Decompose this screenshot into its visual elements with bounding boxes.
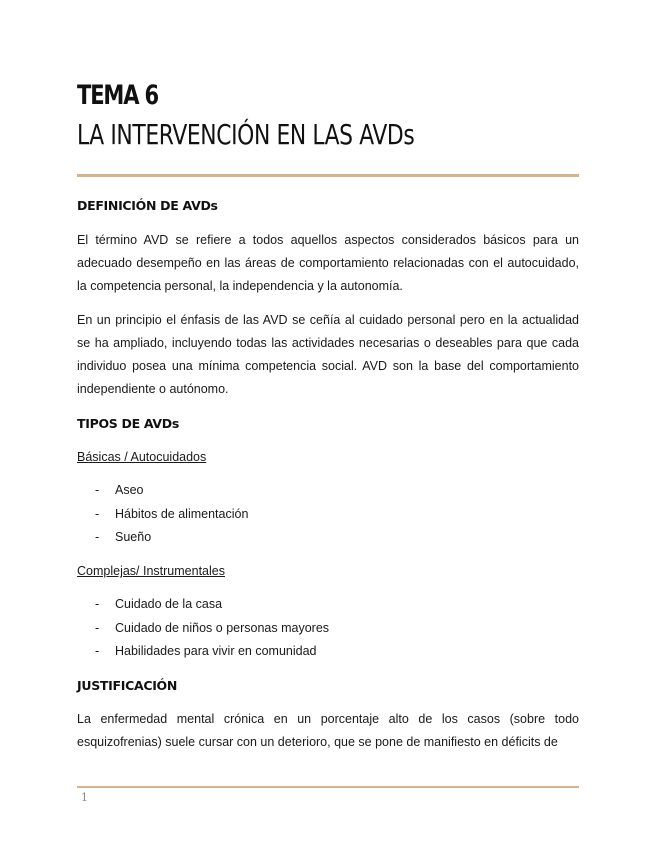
list-item-text: Cuidado de la casa: [115, 597, 223, 611]
section-heading-justificacion: JUSTIFICACIÓN: [77, 678, 178, 693]
document-page: [77, 0, 579, 848]
list-item-text: Cuidado de niños o personas mayores: [115, 620, 330, 635]
paragraph-definicion-1: El término AVD se refiere a todos aquellos aspectos considerados básicos para un adecuado desempeño en las áreas de comportamiento relacionadas con el autocuidado, la competencia personal, la independencia y la autonomía.: [77, 233, 579, 293]
list-dash: -: [95, 597, 100, 611]
list-dash: -: [95, 483, 100, 497]
list-dash: -: [95, 506, 100, 521]
list-dash: -: [95, 644, 100, 658]
subheading-complejas: Complejas/ Instrumentales: [77, 564, 225, 578]
subheading-basicas: Básicas / Autocuidados: [77, 450, 207, 464]
page-number: 1: [81, 791, 88, 804]
list-item-text: Habilidades para vivir en comunidad: [115, 644, 317, 658]
list-item-text: Sueño: [115, 530, 152, 544]
section-heading-definicion: DEFINICIÓN DE AVDs: [77, 198, 218, 213]
list-item-text: Hábitos de alimentación: [115, 506, 249, 521]
footer-divider: [77, 786, 579, 788]
list-dash: -: [95, 530, 100, 544]
title-divider: [77, 174, 579, 177]
chapter-number: TEMA 6: [77, 80, 158, 111]
list-item-text: Aseo: [115, 483, 144, 497]
list-dash: -: [95, 620, 100, 635]
paragraph-justificacion-1: La enfermedad mental crónica en un porcentaje alto de los casos (sobre todo esquizofrenias) suele cursar con un deterioro, que se pone de manifiesto en déficits de: [77, 712, 579, 749]
paragraph-definicion-2: En un principio el énfasis de las AVD se ceñía al cuidado personal pero en la actualidad se ha ampliado, incluyendo todas las actividades necesarias o deseables para que cada individuo posea una mínima competencia social. AVD son la base del comportamiento independiente o autónomo.: [77, 313, 579, 396]
chapter-title: LA INTERVENCIÓN EN LAS AVDs: [77, 118, 415, 151]
section-heading-tipos: TIPOS DE AVDs: [77, 416, 180, 431]
